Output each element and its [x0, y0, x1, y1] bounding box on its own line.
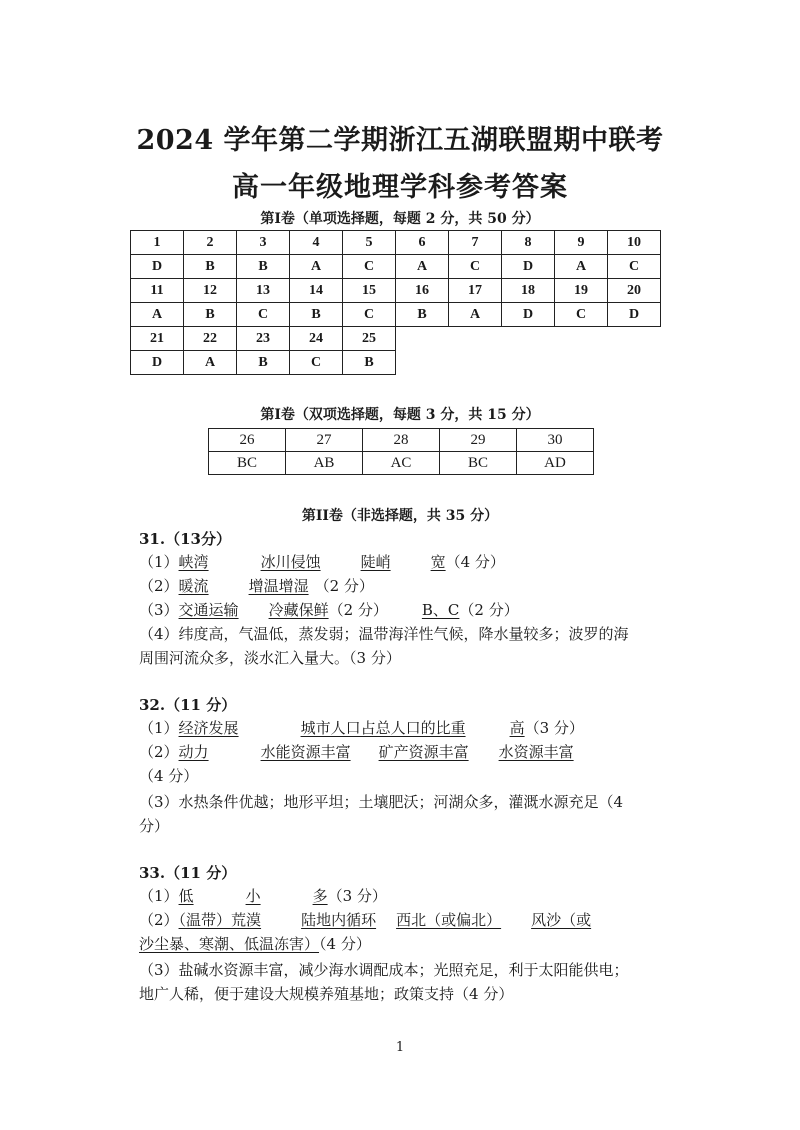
answer-cell: C — [343, 303, 396, 327]
question-number: 30 — [517, 429, 594, 452]
answer: 暖流 — [178, 577, 209, 595]
answer-cell: D — [131, 351, 184, 375]
q33-part2 — [139, 908, 591, 932]
answer-cell: B — [237, 255, 290, 279]
question-number: 19 — [555, 279, 608, 303]
answer: 矿产资源丰富 — [378, 743, 469, 761]
double-choice-table — [208, 428, 594, 475]
q31-part2 — [139, 574, 374, 598]
question-number: 29 — [440, 429, 517, 452]
answer: （温带）荒漠 — [178, 911, 262, 929]
question-number: 6 — [396, 231, 449, 255]
answer-cell: A — [184, 351, 237, 375]
q33-part3-line1: （3）盐碱水资源丰富，减少海水调配成本；光照充足，利于太阳能供电； — [139, 961, 629, 979]
table-row — [131, 351, 661, 375]
question-number: 21 — [131, 327, 184, 351]
answer-cell: C — [290, 351, 343, 375]
answer: 陆地内循环 — [301, 911, 377, 929]
part-label: （2） — [139, 743, 179, 761]
answer-cell: C — [608, 255, 661, 279]
question-number: 20 — [608, 279, 661, 303]
answer: 沙尘暴、寒潮、低温冻害） — [139, 935, 320, 953]
answer-cell: A — [449, 303, 502, 327]
answer-cell: D — [502, 303, 555, 327]
section1-label: 第I卷（单项选择题，每题 2 分，共 50 分） — [260, 211, 540, 227]
score: （4 分） — [319, 935, 371, 953]
answer: 陡峭 — [360, 553, 391, 571]
answer-cell: B — [343, 351, 396, 375]
answer: 增温增湿 — [248, 577, 309, 595]
question-number: 13 — [237, 279, 290, 303]
score: （4 分） — [445, 553, 505, 571]
answer-cell: B — [184, 255, 237, 279]
q32-part2-score: （4 分） — [139, 767, 199, 785]
question-number: 8 — [502, 231, 555, 255]
score: （2 分） — [314, 577, 374, 595]
question-number: 3 — [237, 231, 290, 255]
q33-part2-line2 — [139, 932, 371, 956]
part-label: （2） — [139, 577, 179, 595]
answer-cell: AC — [363, 452, 440, 475]
answer-cell: B — [396, 303, 449, 327]
question-number: 15 — [343, 279, 396, 303]
q31-part3 — [139, 598, 519, 622]
question-number: 4 — [290, 231, 343, 255]
answer: 宽 — [430, 553, 446, 571]
question-number: 23 — [237, 327, 290, 351]
q32-part2 — [139, 740, 574, 764]
q31-part4-line2: 周围河流众多，淡水汇入量大。（3 分） — [139, 649, 401, 667]
answer: 水能资源丰富 — [260, 743, 351, 761]
q32-part3-line1: （3）水热条件优越；地形平坦；土壤肥沃；河湖众多，灌溉水源充足（4 — [139, 793, 624, 811]
table-row — [209, 452, 594, 475]
answer-cell: C — [343, 255, 396, 279]
table-row — [209, 429, 594, 452]
table-row — [131, 327, 661, 351]
q31-title: 31.（13分） — [139, 530, 231, 548]
answer: 峡湾 — [178, 553, 209, 571]
answer-cell: D — [608, 303, 661, 327]
answer-cell: B — [237, 351, 290, 375]
question-number: 22 — [184, 327, 237, 351]
q33-title: 33.（11 分） — [139, 864, 237, 882]
question-number: 17 — [449, 279, 502, 303]
answer: 低 — [178, 887, 194, 905]
answer: 城市人口占总人口的比重 — [300, 719, 466, 737]
answer-cell: BC — [440, 452, 517, 475]
score: （3 分） — [327, 887, 387, 905]
table-row — [131, 255, 661, 279]
score: （2 分） — [459, 601, 519, 619]
q32-title: 32.（11 分） — [139, 696, 237, 714]
answer-cell: D — [131, 255, 184, 279]
answer: 动力 — [178, 743, 209, 761]
part-label: （1） — [139, 719, 179, 737]
question-number: 2 — [184, 231, 237, 255]
question-number: 24 — [290, 327, 343, 351]
answer: 风沙（或 — [531, 911, 592, 929]
answer-cell: AB — [286, 452, 363, 475]
answer-key-subtitle: 高一年级地理学科参考答案 — [232, 172, 568, 203]
question-number: 5 — [343, 231, 396, 255]
question-number: 9 — [555, 231, 608, 255]
single-choice-table — [130, 230, 661, 375]
answer: B、C — [421, 601, 460, 619]
part-label: （1） — [139, 887, 179, 905]
answer-cell: A — [290, 255, 343, 279]
section2-label: 第I卷（双项选择题，每题 3 分，共 15 分） — [260, 407, 540, 423]
question-number: 28 — [363, 429, 440, 452]
question-number: 11 — [131, 279, 184, 303]
question-number: 7 — [449, 231, 502, 255]
part-label: （3） — [139, 601, 179, 619]
table-row — [131, 279, 661, 303]
question-number: 27 — [286, 429, 363, 452]
score: （2 分） — [328, 601, 388, 619]
question-number: 26 — [209, 429, 286, 452]
answer-cell: C — [237, 303, 290, 327]
part-label: （1） — [139, 553, 179, 571]
q31-part4-line1: （4）纬度高，气温低，蒸发弱；温带海洋性气候，降水量较多；波罗的海 — [139, 625, 629, 643]
question-number: 25 — [343, 327, 396, 351]
answer: 水资源丰富 — [498, 743, 574, 761]
q32-part3-line2: 分） — [139, 817, 170, 835]
answer-cell: A — [131, 303, 184, 327]
answer: 经济发展 — [178, 719, 239, 737]
answer-cell: C — [449, 255, 502, 279]
answer-cell: B — [184, 303, 237, 327]
q31-part1 — [139, 550, 505, 574]
answer-cell: A — [555, 255, 608, 279]
answer: 高 — [509, 719, 525, 737]
answer: 冰川侵蚀 — [260, 553, 321, 571]
answer: 多 — [312, 887, 328, 905]
answer-cell: D — [502, 255, 555, 279]
section3-label: 第II卷（非选择题，共 35 分） — [301, 508, 499, 524]
answer: 小 — [245, 887, 261, 905]
question-number: 16 — [396, 279, 449, 303]
part-label: （2） — [139, 911, 179, 929]
answer-cell: C — [555, 303, 608, 327]
answer-cell: A — [396, 255, 449, 279]
question-number: 10 — [608, 231, 661, 255]
table-row — [131, 303, 661, 327]
q32-part1 — [139, 716, 584, 740]
answer-cell: BC — [209, 452, 286, 475]
exam-title: 2024 学年第二学期浙江五湖联盟期中联考 — [136, 125, 664, 156]
page-number: 1 — [395, 1040, 405, 1055]
question-number: 12 — [184, 279, 237, 303]
answer-cell: AD — [517, 452, 594, 475]
q33-part3-line2: 地广人稀，便于建设大规模养殖基地；政策支持（4 分） — [139, 985, 514, 1003]
answer-cell: B — [290, 303, 343, 327]
answer: 西北（或偏北） — [396, 911, 502, 929]
question-number: 1 — [131, 231, 184, 255]
question-number: 14 — [290, 279, 343, 303]
q33-part1 — [139, 884, 387, 908]
answer: 冷藏保鲜 — [268, 601, 329, 619]
table-row — [131, 231, 661, 255]
score: （3 分） — [524, 719, 584, 737]
question-number: 18 — [502, 279, 555, 303]
answer: 交通运输 — [178, 601, 239, 619]
